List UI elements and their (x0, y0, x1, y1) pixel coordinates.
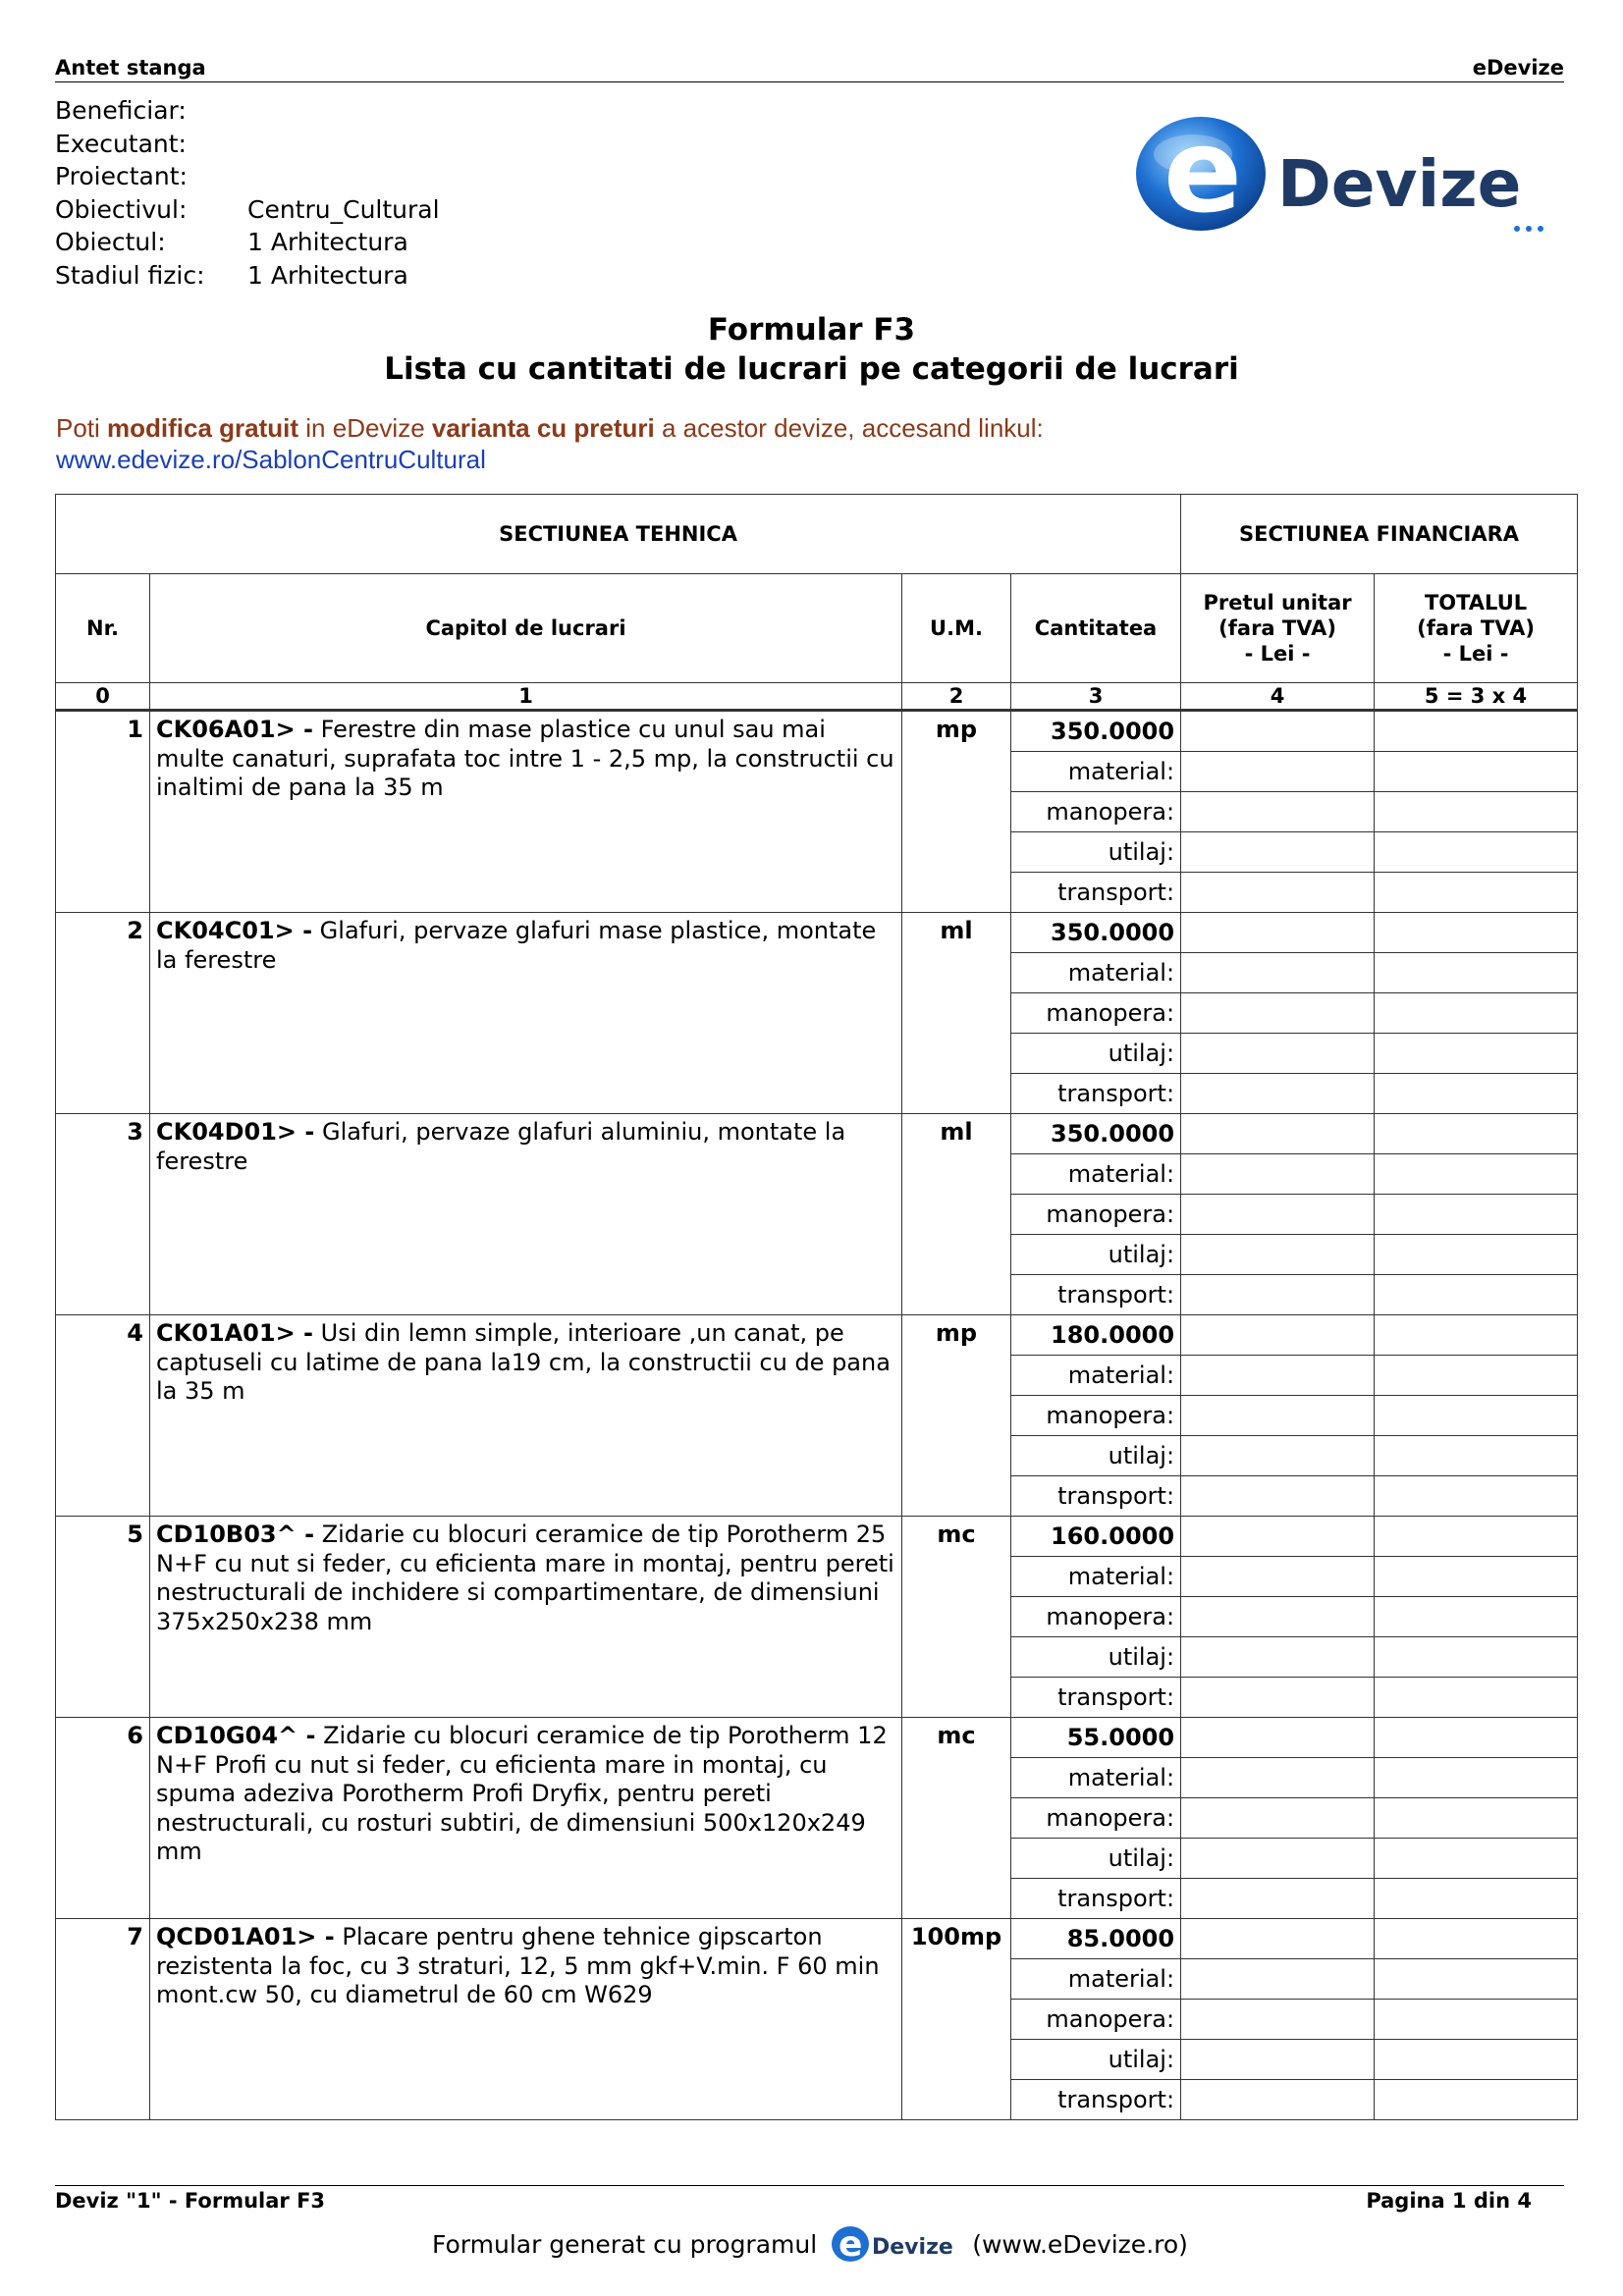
subrow-label: transport: (1011, 1476, 1181, 1517)
row-code: QCD01A01> - (156, 1923, 335, 1950)
row-description (150, 1919, 902, 2120)
subrow-total-cell (1375, 752, 1578, 792)
subrow-total-cell (1375, 2000, 1578, 2040)
subrow-price-cell (1181, 873, 1375, 913)
col-total: TOTALUL (fara TVA) - Lei - (1375, 574, 1578, 683)
subrow-label: utilaj: (1011, 1235, 1181, 1275)
subrow-price-cell (1181, 1678, 1375, 1718)
subrow-total-cell (1375, 1597, 1578, 1637)
row-total-cell (1375, 1315, 1578, 1356)
subrow-label: utilaj: (1011, 2040, 1181, 2080)
subrow-total-cell (1375, 873, 1578, 913)
footer-divider (55, 2185, 1564, 2186)
subrow-price-cell (1181, 1396, 1375, 1436)
section-financial: SECTIUNEA FINANCIARA (1181, 495, 1578, 574)
subrow-label: manopera: (1011, 1597, 1181, 1637)
row-total-cell (1375, 1114, 1578, 1154)
row-price-cell (1181, 1919, 1375, 1959)
subrow-total-cell (1375, 1034, 1578, 1074)
row-description (150, 913, 902, 1114)
subrow-price-cell (1181, 1195, 1375, 1235)
subrow-total-cell (1375, 1798, 1578, 1839)
header-divider (55, 81, 1564, 82)
row-quantity: 350.0000 (1011, 913, 1181, 953)
promo-b2: varianta cu preturi (431, 413, 655, 443)
row-nr: 4 (56, 1315, 150, 1517)
row-text: Glafuri, pervaze glafuri aluminiu, montate la ferestre (156, 1118, 846, 1175)
form-title: Formular F3 (707, 312, 916, 347)
subrow-price-cell (1181, 1557, 1375, 1597)
subrow-label: transport: (1011, 873, 1181, 913)
subrow-label: utilaj: (1011, 1034, 1181, 1074)
promo-p2: in eDevize (298, 413, 432, 443)
subrow-total-cell (1375, 1839, 1578, 1879)
subrow-label: transport: (1011, 1275, 1181, 1315)
row-nr: 1 (56, 711, 150, 913)
subrow-total-cell (1375, 1678, 1578, 1718)
row-total-cell (1375, 711, 1578, 752)
subrow-label: material: (1011, 1959, 1181, 2000)
row-text: Glafuri, pervaze glafuri mase plastice, montate la ferestre (156, 917, 877, 974)
subrow-price-cell (1181, 1154, 1375, 1195)
promo-text (56, 412, 1044, 475)
gen-prefix: Formular generat cu programul (432, 2229, 818, 2259)
row-price-cell (1181, 1315, 1375, 1356)
subrow-total-cell (1375, 1235, 1578, 1275)
subrow-label: utilaj: (1011, 1436, 1181, 1476)
row-price-cell (1181, 913, 1375, 953)
subrow-total-cell (1375, 1758, 1578, 1798)
col-um: U.M. (902, 574, 1011, 683)
table-row (56, 913, 1578, 953)
subrow-label: utilaj: (1011, 1839, 1181, 1879)
subrow-total-cell (1375, 1959, 1578, 2000)
subrow-price-cell (1181, 1476, 1375, 1517)
promo-link[interactable]: www.edevize.ro/SablonCentruCultural (56, 445, 486, 474)
subrow-price-cell (1181, 1758, 1375, 1798)
table-row (56, 1315, 1578, 1356)
subrow-total-cell (1375, 1154, 1578, 1195)
row-code: CD10G04^ - (156, 1722, 316, 1749)
subrow-total-cell (1375, 792, 1578, 832)
subrow-label: transport: (1011, 2080, 1181, 2120)
info-label: Executant: (55, 129, 187, 158)
row-nr: 6 (56, 1718, 150, 1919)
subrow-price-cell (1181, 1235, 1375, 1275)
subrow-label: manopera: (1011, 1396, 1181, 1436)
subrow-price-cell (1181, 1959, 1375, 2000)
subrow-price-cell (1181, 1637, 1375, 1678)
info-row (55, 193, 440, 227)
row-code: CK01A01> - (156, 1319, 314, 1347)
info-label: Proiectant: (55, 162, 188, 190)
subrow-label: manopera: (1011, 1195, 1181, 1235)
column-index-row: 0 1 2 3 4 5 = 3 x 4 (56, 683, 1578, 711)
info-label: Obiectivul: (55, 194, 188, 224)
subrow-total-cell (1375, 1879, 1578, 1919)
svg-text:Devize: Devize (872, 2235, 953, 2260)
subrow-price-cell (1181, 953, 1375, 993)
subrow-total-cell (1375, 2080, 1578, 2120)
subrow-price-cell (1181, 1839, 1375, 1879)
row-quantity: 85.0000 (1011, 1919, 1181, 1959)
promo-p3: a acestor devize, accesand linkul: (654, 413, 1044, 443)
row-description (150, 1315, 902, 1517)
row-text: Zidarie cu blocuri ceramice de tip Porotherm 12 N+F Profi cu nut si feder, cu eficienta mare in montaj, cu spuma adeziva Porotherm Profi Dryfix, pentru pereti nestructurali, cu rosturi subtiri, de dimensiuni 500x120x249 mm (156, 1722, 888, 1865)
subrow-price-cell (1181, 1356, 1375, 1396)
subrow-price-cell (1181, 1074, 1375, 1114)
gen-suffix: (www.eDevize.ro) (972, 2229, 1188, 2259)
row-description (150, 1718, 902, 1919)
info-row (55, 259, 440, 293)
info-label: Obiectul: (55, 228, 166, 256)
subrow-total-cell (1375, 1275, 1578, 1315)
subrow-label: manopera: (1011, 1798, 1181, 1839)
info-label: Stadiul fizic: (55, 260, 205, 290)
subrow-label: transport: (1011, 1678, 1181, 1718)
subrow-total-cell (1375, 1356, 1578, 1396)
subrow-total-cell (1375, 1557, 1578, 1597)
subrow-label: material: (1011, 1356, 1181, 1396)
logo-e: e (1163, 113, 1243, 239)
row-description (150, 711, 902, 913)
subrow-label: material: (1011, 1758, 1181, 1798)
row-code: CD10B03^ - (156, 1521, 315, 1548)
info-label: Beneficiar: (55, 96, 187, 125)
subrow-price-cell (1181, 832, 1375, 873)
row-total-cell (1375, 1919, 1578, 1959)
info-block (55, 94, 440, 292)
row-nr: 3 (56, 1114, 150, 1315)
row-um: ml (902, 913, 1011, 1114)
subrow-total-cell (1375, 1476, 1578, 1517)
row-price-cell (1181, 1718, 1375, 1758)
row-code: CK06A01> - (156, 716, 314, 743)
col-cantitatea: Cantitatea (1011, 574, 1181, 683)
subrow-total-cell (1375, 2040, 1578, 2080)
subrow-label: transport: (1011, 1879, 1181, 1919)
subrow-label: material: (1011, 1154, 1181, 1195)
subrow-label: utilaj: (1011, 832, 1181, 873)
row-price-cell (1181, 711, 1375, 752)
subrow-price-cell (1181, 993, 1375, 1034)
subrow-total-cell (1375, 1195, 1578, 1235)
table-row (56, 1718, 1578, 1758)
subrow-total-cell (1375, 1396, 1578, 1436)
edevize-small-logo (831, 2222, 958, 2266)
footer-left: Deviz "1" - Formular F3 (55, 2189, 326, 2213)
info-row (55, 128, 440, 161)
section-technical: SECTIUNEA TEHNICA (56, 495, 1181, 574)
row-um: mp (902, 1315, 1011, 1517)
subrow-price-cell (1181, 2000, 1375, 2040)
subrow-price-cell (1181, 792, 1375, 832)
promo-p1: Poti (56, 413, 108, 443)
subrow-total-cell (1375, 832, 1578, 873)
header-left: Antet stanga (55, 56, 206, 80)
row-um: mp (902, 711, 1011, 913)
info-value: Centru_Cultural (247, 194, 440, 224)
subrow-price-cell (1181, 1275, 1375, 1315)
subrow-price-cell (1181, 2040, 1375, 2080)
subrow-price-cell (1181, 2080, 1375, 2120)
subrow-label: material: (1011, 752, 1181, 792)
row-quantity: 55.0000 (1011, 1718, 1181, 1758)
subrow-price-cell (1181, 1798, 1375, 1839)
subrow-total-cell (1375, 993, 1578, 1034)
subrow-label: utilaj: (1011, 1637, 1181, 1678)
row-total-cell (1375, 1517, 1578, 1557)
svg-text:e: e (839, 2224, 863, 2265)
quantities-table (55, 494, 1578, 2120)
row-um: mc (902, 1517, 1011, 1718)
logo-word: Devize (1277, 146, 1522, 222)
row-description (150, 1517, 902, 1718)
form-subtitle: Lista cu cantitati de lucrari pe categorii de lucrari (384, 351, 1239, 387)
row-quantity: 350.0000 (1011, 1114, 1181, 1154)
row-price-cell (1181, 1517, 1375, 1557)
row-quantity: 160.0000 (1011, 1517, 1181, 1557)
info-row (55, 160, 440, 193)
info-row (55, 94, 440, 128)
row-code: CK04C01> - (156, 917, 313, 944)
subrow-total-cell (1375, 953, 1578, 993)
subrow-label: transport: (1011, 1074, 1181, 1114)
edevize-logo (1134, 113, 1566, 239)
row-description (150, 1114, 902, 1315)
row-total-cell (1375, 913, 1578, 953)
subrow-label: manopera: (1011, 792, 1181, 832)
header-right: eDevize (1472, 56, 1564, 80)
row-text: Ferestre din mase plastice cu unul sau mai multe canaturi, suprafata toc intre 1 - 2,5 mp, la constructii cu inaltimi de pana la 35 m (156, 716, 894, 801)
footer-right: Pagina 1 din 4 (1366, 2189, 1532, 2213)
row-text: Usi din lemn simple, interioare ,un canat, pe captuseli cu latime de pana la19 cm, la constructii cu de pana la 35 m (156, 1319, 891, 1405)
row-quantity: 350.0000 (1011, 711, 1181, 752)
row-nr: 2 (56, 913, 150, 1114)
subrow-label: manopera: (1011, 993, 1181, 1034)
row-nr: 5 (56, 1517, 150, 1718)
row-quantity: 180.0000 (1011, 1315, 1181, 1356)
row-nr: 7 (56, 1919, 150, 2120)
info-row (55, 226, 440, 259)
col-nr: Nr. (56, 574, 150, 683)
promo-b1: modifica gratuit (107, 413, 299, 443)
info-value: 1 Arhitectura (247, 228, 408, 256)
row-price-cell (1181, 1114, 1375, 1154)
col-pret-unitar: Pretul unitar (fara TVA) - Lei - (1181, 574, 1375, 683)
subrow-total-cell (1375, 1637, 1578, 1678)
table-row (56, 711, 1578, 752)
row-text: Placare pentru ghene tehnice gipscarton rezistenta la foc, cu 3 straturi, 12, 5 mm gkf+V.min. F 60 min mont.cw 50, cu diametrul de 60 cm W629 (156, 1923, 880, 2008)
row-um: ml (902, 1114, 1011, 1315)
col-capitol: Capitol de lucrari (150, 574, 902, 683)
info-value: 1 Arhitectura (247, 260, 408, 290)
row-total-cell (1375, 1718, 1578, 1758)
subrow-label: manopera: (1011, 2000, 1181, 2040)
subrow-price-cell (1181, 1034, 1375, 1074)
row-um: mc (902, 1718, 1011, 1919)
subrow-price-cell (1181, 752, 1375, 792)
subrow-price-cell (1181, 1436, 1375, 1476)
table-row (56, 1517, 1578, 1557)
subrow-total-cell (1375, 1074, 1578, 1114)
generated-by (432, 2222, 1188, 2266)
row-um: 100mp (902, 1919, 1011, 2120)
subrow-price-cell (1181, 1597, 1375, 1637)
subrow-label: material: (1011, 953, 1181, 993)
row-text: Zidarie cu blocuri ceramice de tip Porotherm 25 N+F cu nut si feder, cu eficienta mare in montaj, pentru pereti nestructurali de inchidere si compartimentare, de dimensiuni 375x250x238 mm (156, 1521, 894, 1635)
table-row (56, 1114, 1578, 1154)
subrow-total-cell (1375, 1436, 1578, 1476)
subrow-label: material: (1011, 1557, 1181, 1597)
subrow-price-cell (1181, 1879, 1375, 1919)
table-row (56, 1919, 1578, 1959)
row-code: CK04D01> - (156, 1118, 315, 1146)
